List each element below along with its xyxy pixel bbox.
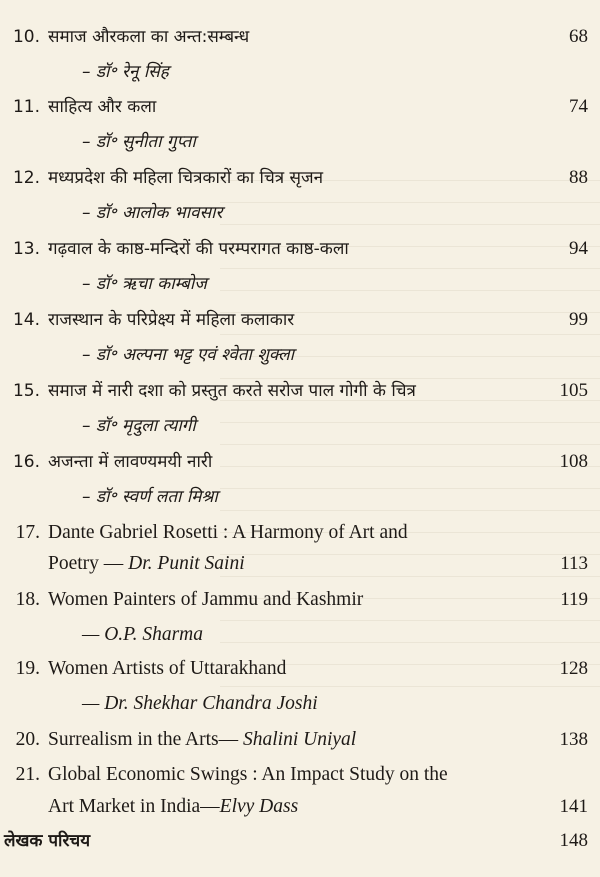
entry-title: गढ़वाल के काष्ठ-मन्दिरों की परम्परागत काष्ठ-कला bbox=[48, 239, 349, 259]
entry-title: Surrealism in the Arts— bbox=[48, 729, 243, 750]
entry-title-line1: Global Economic Swings : An Impact Study on the bbox=[48, 764, 448, 785]
entry-title: राजस्थान के परिप्रेक्ष्य में महिला कलाकार bbox=[48, 310, 295, 330]
entry-title: समाज औरकला का अन्त:सम्बन्ध bbox=[48, 27, 250, 47]
entry-page: 74 bbox=[569, 96, 588, 117]
entry-page: 141 bbox=[559, 796, 588, 817]
entry-page: 68 bbox=[569, 26, 588, 47]
entry-number: 12. bbox=[12, 168, 40, 188]
entry-number: 19. bbox=[15, 658, 40, 679]
entry-page: 148 bbox=[559, 830, 588, 851]
entry-page: 105 bbox=[559, 380, 588, 401]
entry-number: 16. bbox=[12, 452, 40, 472]
entry-number: 18. bbox=[15, 589, 40, 610]
entry-number: 11. bbox=[12, 97, 40, 117]
entry-title-line2: Poetry — bbox=[48, 553, 129, 574]
entry-title: समाज में नारी दशा को प्रस्तुत करते सरोज पाल गोगी के चित्र bbox=[48, 381, 416, 401]
entry-author: Shalini Uniyal bbox=[242, 729, 357, 750]
entry-author: — O.P. Sharma bbox=[82, 624, 203, 645]
entry-title: लेखक परिचय bbox=[4, 831, 91, 851]
entry-author: – डॉ॰ मृदुला त्यागी bbox=[82, 416, 196, 436]
entry-page: 138 bbox=[559, 729, 588, 750]
entry-author: — Dr. Shekhar Chandra Joshi bbox=[82, 693, 318, 714]
entry-title: Women Painters of Jammu and Kashmir bbox=[48, 589, 364, 610]
entry-title: अजन्ता में लावण्यमयी नारी bbox=[48, 452, 213, 472]
entry-author: – डॉ॰ ऋचा काम्बोज bbox=[82, 274, 207, 294]
entry-page: 119 bbox=[560, 589, 588, 610]
entry-page: 99 bbox=[569, 309, 588, 330]
entry-page: 108 bbox=[559, 451, 588, 472]
entry-title-line1: Dante Gabriel Rosetti : A Harmony of Art and bbox=[48, 522, 408, 543]
entry-page: 113 bbox=[560, 553, 588, 574]
entry-number: 10. bbox=[12, 27, 40, 47]
entry-number: 17. bbox=[15, 522, 40, 543]
entry-number: 13. bbox=[12, 239, 40, 259]
entry-author: Elvy Dass bbox=[219, 796, 299, 817]
entry-title: मध्यप्रदेश की महिला चित्रकारों का चित्र सृजन bbox=[48, 168, 324, 188]
entry-number: 14. bbox=[12, 310, 40, 330]
entry-author: Dr. Punit Saini bbox=[128, 553, 245, 574]
entry-author: – डॉ॰ रेनू सिंह bbox=[82, 62, 169, 82]
entry-page: 88 bbox=[569, 167, 588, 188]
entry-page: 128 bbox=[559, 658, 588, 679]
entry-title: साहित्य और कला bbox=[48, 97, 157, 117]
entry-number: 20. bbox=[15, 729, 40, 750]
entry-author: – डॉ॰ आलोक भावसार bbox=[82, 203, 223, 223]
entry-author: – डॉ॰ सुनीता गुप्ता bbox=[82, 132, 196, 152]
entry-page: 94 bbox=[569, 238, 588, 259]
entry-author: – डॉ॰ अल्पना भट्ट एवं श्वेता शुक्ला bbox=[82, 345, 295, 365]
entry-number: 21. bbox=[15, 764, 40, 785]
entry-number: 15. bbox=[12, 381, 40, 401]
entry-author: – डॉ॰ स्वर्ण लता मिश्रा bbox=[82, 487, 218, 507]
entry-title-line2: Art Market in India— bbox=[48, 796, 220, 817]
entry-title: Women Artists of Uttarakhand bbox=[48, 658, 287, 679]
